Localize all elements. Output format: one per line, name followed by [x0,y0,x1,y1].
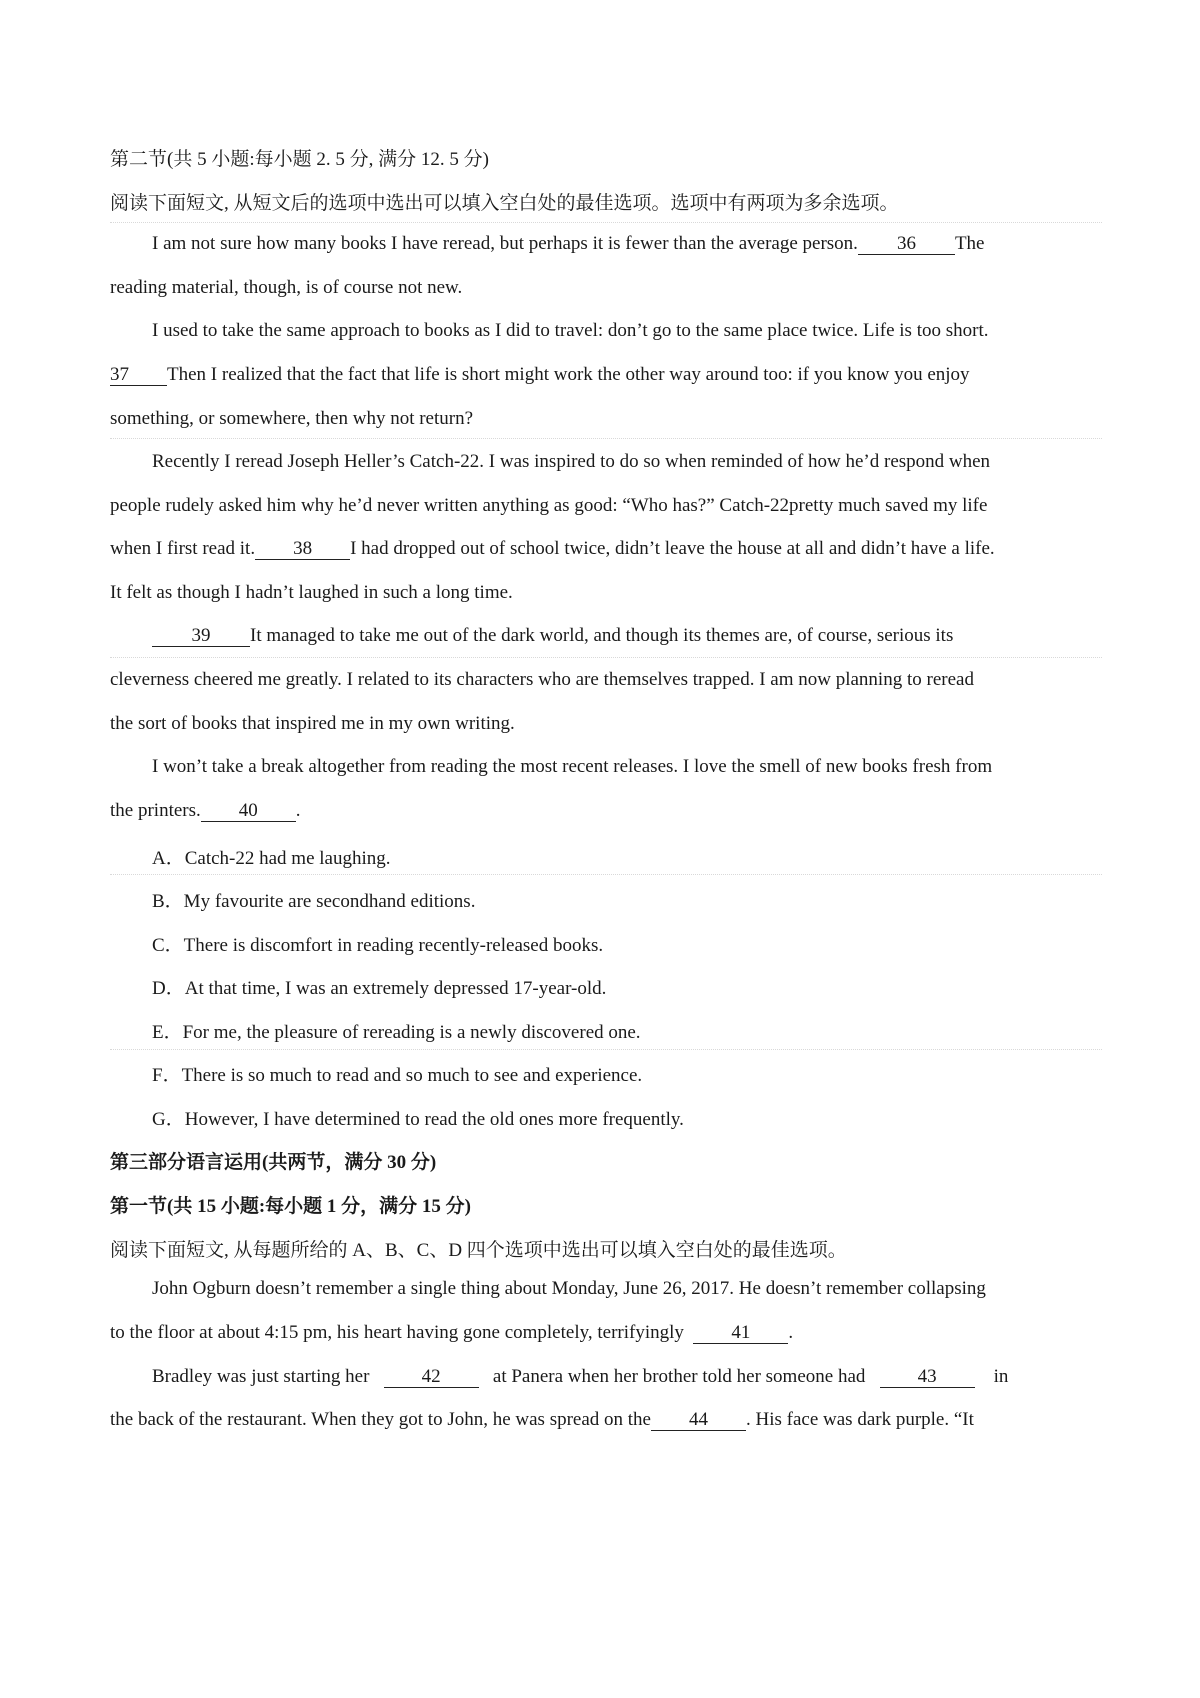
option-d: D．At that time, I was an extremely depressed 17-year-old. [152,978,607,999]
blank-38[interactable]: 38 [255,539,350,560]
passage-line: Recently I reread Joseph Heller’s Catch-22. I was inspired to do so when reminded of how he’d respond when [152,451,991,472]
passage-text: Then I realized that the fact that life is short might work the other way around too: if you know you enjoy [167,364,970,385]
dotted-divider [110,657,1102,658]
passage-text: I had dropped out of school twice, didn’t leave the house at all and didn’t have a life. [350,538,995,559]
passage-line: people rudely asked him why he’d never written anything as good: “Who has?” Catch-22pretty much saved my life [110,495,988,516]
passage-line: the sort of books that inspired me in my own writing. [110,713,515,734]
passage-line [152,233,984,255]
blank-41[interactable]: 41 [693,1323,788,1344]
passage-line [152,1366,1008,1388]
section-instruction: 阅读下面短文, 从每题所给的 A、B、C、D 四个选项中选出可以填入空白处的最佳选项。 [110,1240,847,1261]
passage-line [110,538,995,560]
passage-line: John Ogburn doesn’t remember a single thing about Monday, June 26, 2017. He doesn’t remember collapsing [152,1278,986,1299]
blank-36[interactable]: 36 [858,234,955,255]
section-heading: 第一节(共 15 小题:每小题 1 分，满分 15 分) [110,1196,471,1217]
passage-text: . [788,1322,794,1343]
dotted-divider [110,222,1102,223]
passage-line: I used to take the same approach to books as I did to travel: don’t go to the same place twice. Life is too short. [152,320,989,341]
blank-40[interactable]: 40 [201,801,296,822]
passage-text: in [993,1366,1009,1387]
dotted-divider [110,438,1102,439]
passage-line [110,1322,793,1344]
blank-43[interactable]: 43 [880,1367,975,1388]
passage-line: something, or somewhere, then why not return? [110,408,474,429]
blank-39[interactable]: 39 [152,626,250,647]
passage-text: . His face was dark purple. “It [746,1409,974,1430]
option-c: C．There is discomfort in reading recently-released books. [152,935,604,956]
option-f: F．There is so much to read and so much to see and experience. [152,1065,643,1086]
passage-text: . [295,800,301,821]
blank-44[interactable]: 44 [651,1410,746,1431]
passage-text: It managed to take me out of the dark world, and though its themes are, of course, serious its [250,625,954,646]
option-g: G．However, I have determined to read the old ones more frequently. [152,1109,684,1130]
passage-text: to the floor at about 4:15 pm, his heart having gone completely, terrifyingly [110,1322,684,1343]
passage-line: It felt as though I hadn’t laughed in such a long time. [110,582,513,603]
passage-line [110,364,970,386]
passage-line: I won’t take a break altogether from reading the most recent releases. I love the smell of new books fresh from [152,756,993,777]
option-a: A．Catch-22 had me laughing. [152,848,391,869]
passage-text: I am not sure how many books I have reread, but perhaps it is fewer than the average person. [152,233,858,254]
blank-37[interactable]: 37 [110,365,167,386]
dotted-divider [110,1049,1102,1050]
passage-text: when I first read it. [110,538,256,559]
section-heading: 第二节(共 5 小题:每小题 2. 5 分, 满分 12. 5 分) [110,149,489,170]
option-e: E．For me, the pleasure of rereading is a newly discovered one. [152,1022,641,1043]
part-heading: 第三部分语言运用(共两节，满分 30 分) [110,1152,437,1173]
passage-text: the printers. [110,800,201,821]
passage-text: the back of the restaurant. When they got to John, he was spread on the [110,1409,651,1430]
dotted-divider [110,874,1102,875]
passage-text: Bradley was just starting her [152,1366,370,1387]
passage-line: cleverness cheered me greatly. I related to its characters who are themselves trapped. I am now planning to reread [110,669,974,690]
passage-line [110,1409,974,1431]
passage-text: at Panera when her brother told her someone had [492,1366,866,1387]
passage-line [110,800,301,822]
passage-text: The [954,233,985,254]
blank-42[interactable]: 42 [384,1367,479,1388]
section-instruction: 阅读下面短文, 从短文后的选项中选出可以填入空白处的最佳选项。选项中有两项为多余选项。 [110,193,899,214]
passage-line [152,625,953,647]
passage-line: reading material, though, is of course not new. [110,277,463,298]
option-b: B．My favourite are secondhand editions. [152,891,476,912]
